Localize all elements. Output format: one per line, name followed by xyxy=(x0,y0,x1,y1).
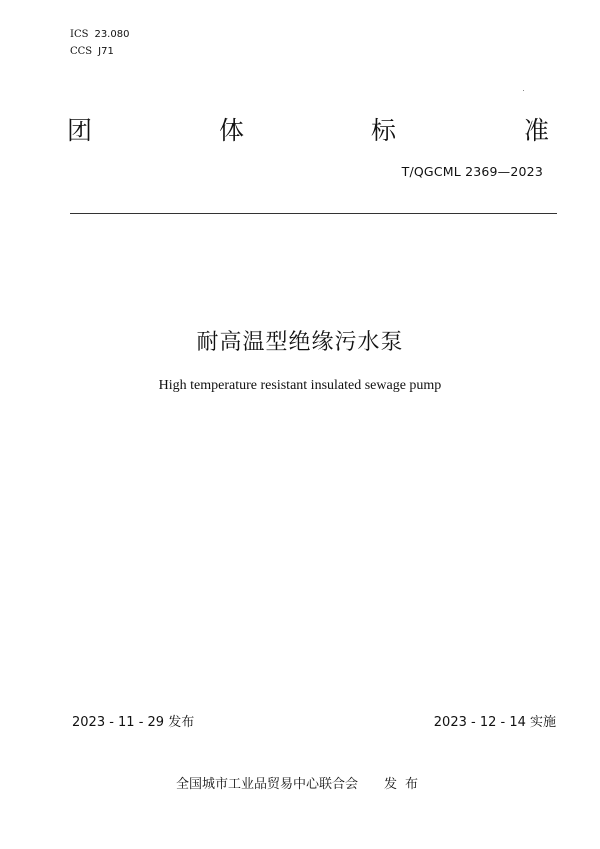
ics-line xyxy=(70,29,129,41)
ccs-code: J71 xyxy=(98,46,114,57)
standard-number: T/QGCML 2369—2023 xyxy=(401,164,543,179)
banner-char-1: 团 xyxy=(67,116,93,145)
group-standard-banner xyxy=(67,113,553,149)
issuer-line xyxy=(176,776,426,794)
banner-char-3: 标 xyxy=(371,116,397,145)
implementation-date: 2023 - 12 - 14 实施 xyxy=(433,715,556,730)
issuer-name: 全国城市工业品贸易中心联合会 xyxy=(176,777,359,792)
issue-date: 2023 - 11 - 29 发布 xyxy=(72,715,195,730)
title-chinese: 耐高温型绝缘污水泵 xyxy=(196,330,404,355)
banner-char-2: 体 xyxy=(219,116,245,145)
issuer-action: 发布 xyxy=(384,777,427,792)
title-english: High temperature resistant insulated sewage pump xyxy=(158,378,442,393)
ccs-label: CCS xyxy=(70,46,93,57)
speck-mark xyxy=(523,90,524,91)
ics-label: ICS xyxy=(70,29,89,40)
header-divider xyxy=(70,213,557,214)
banner-char-4: 准 xyxy=(524,116,550,145)
ccs-line xyxy=(70,46,114,58)
ics-code: 23.080 xyxy=(94,29,130,40)
